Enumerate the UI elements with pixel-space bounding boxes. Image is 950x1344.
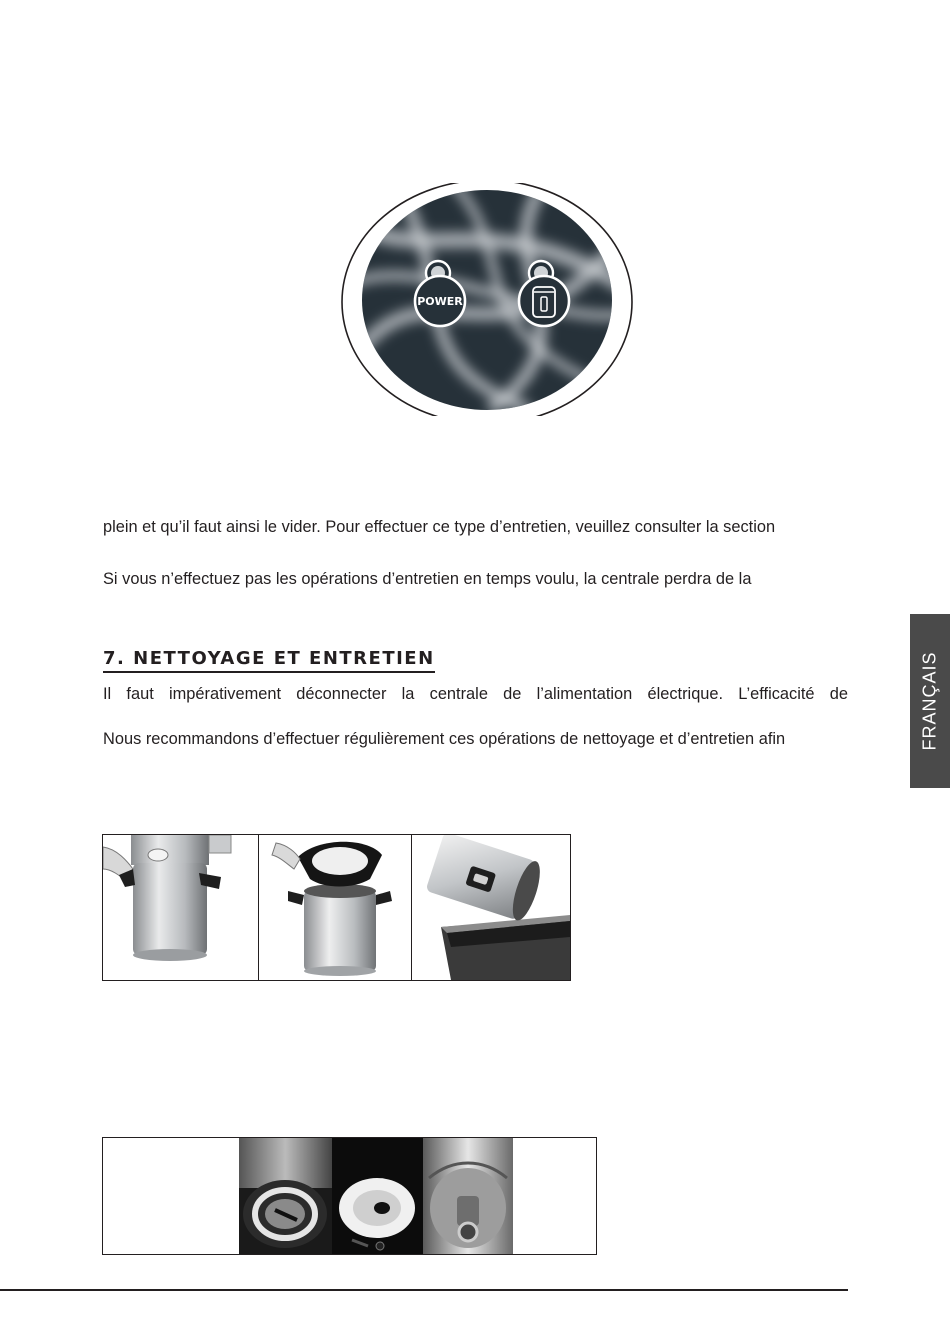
power-button[interactable]: POWER [417, 295, 463, 308]
photo-remove-filter [258, 835, 412, 980]
control-panel-illustration [340, 180, 640, 416]
photo-filter-disc [332, 1138, 423, 1254]
photo-strip-emptying [102, 834, 571, 981]
section-line-1: Il faut impérativement déconnecter la centrale de l’alimentation électrique. L’efficacité de [103, 685, 848, 703]
photo-empty-container [411, 835, 570, 980]
language-tab-label: FRANÇAIS [919, 651, 940, 751]
photo-container-interior [239, 1138, 332, 1254]
paragraph-line-1: plein et qu’il faut ainsi le vider. Pour effectuer ce type d’entretien, veuillez consulter la section [103, 518, 776, 536]
photo-unclip-container [103, 835, 259, 980]
footer-rule [0, 1289, 848, 1291]
photo-strip-cleaning [102, 1137, 597, 1255]
photo-motor-housing [423, 1138, 513, 1254]
paragraph-line-2: Si vous n’effectuez pas les opérations d’entretien en temps voulu, la centrale perdra de la [103, 570, 752, 588]
section-line-2: Nous recommandons d’effectuer régulièrement ces opérations de nettoyage et d’entretien afin [103, 730, 786, 748]
language-tab[interactable] [910, 614, 950, 788]
section-heading: 7. NETTOYAGE ET ENTRETIEN [103, 648, 435, 673]
